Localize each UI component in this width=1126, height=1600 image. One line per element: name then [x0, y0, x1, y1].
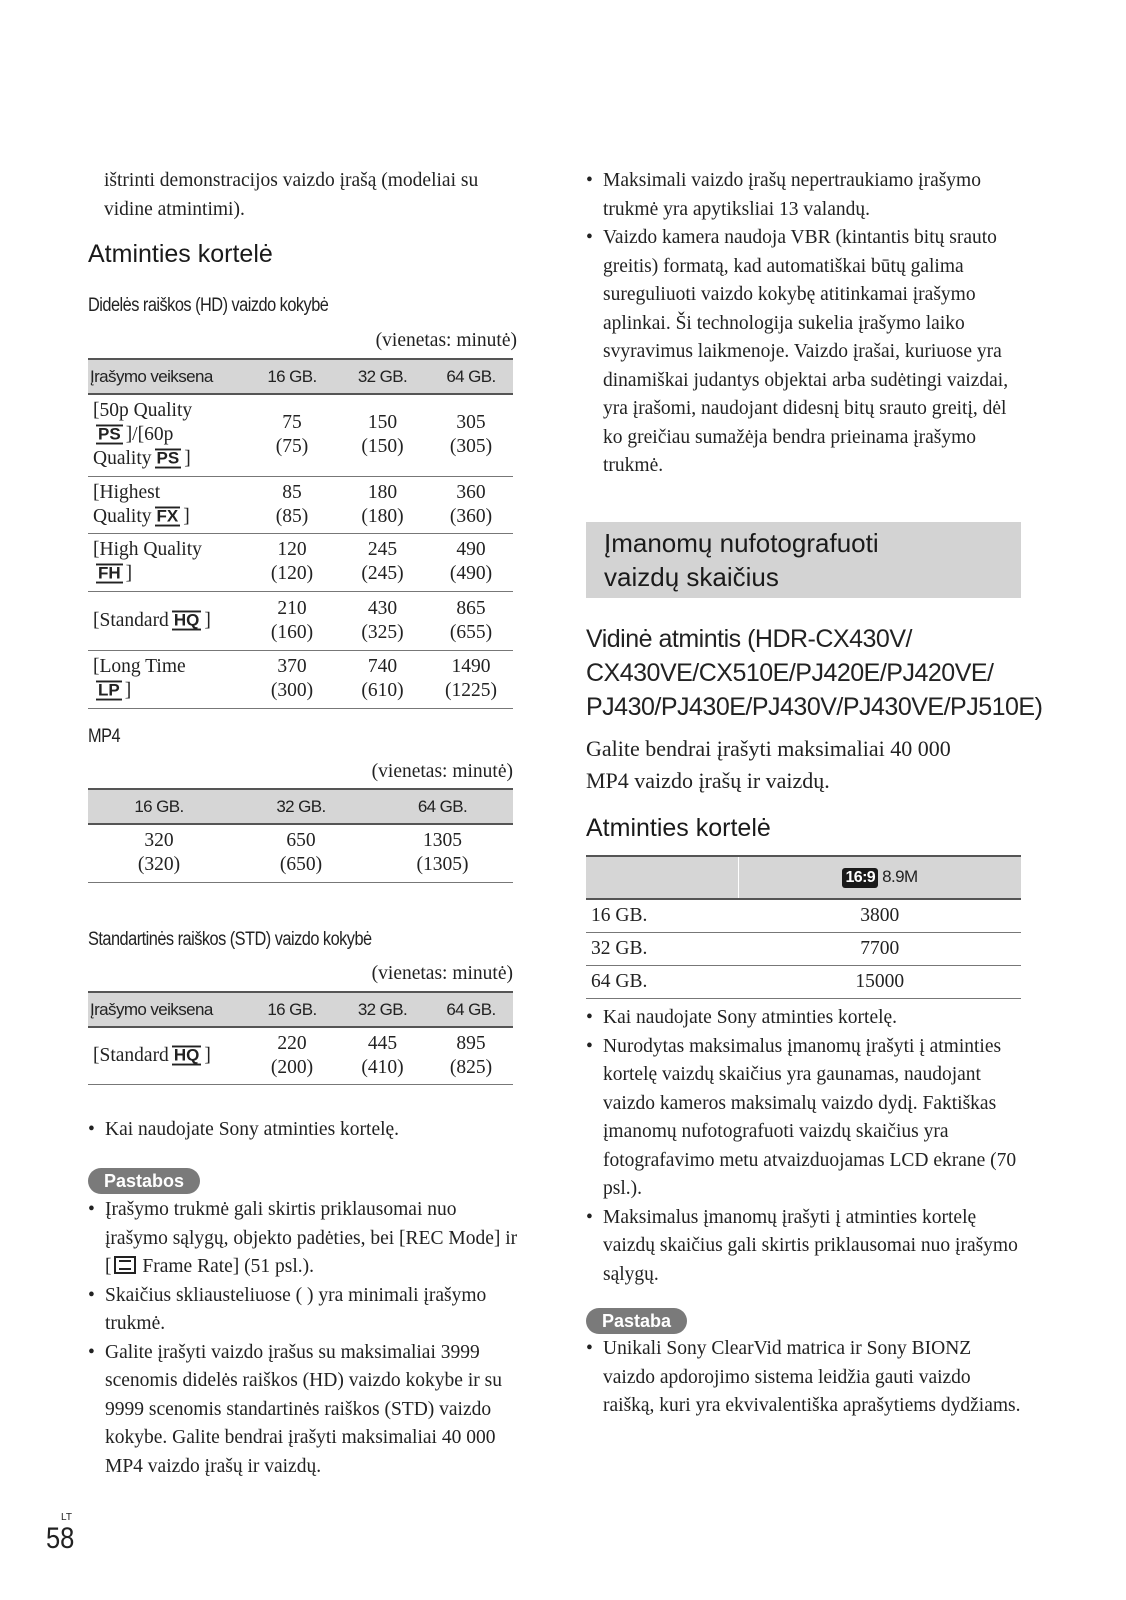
film-frame-icon: [114, 1256, 136, 1274]
value-min: (75): [275, 436, 309, 458]
internal-memory-title: [586, 622, 1043, 724]
value: 245: [367, 539, 398, 560]
value: 1490: [451, 656, 491, 677]
language-code: LT: [61, 1512, 72, 1523]
value-cell: [230, 824, 372, 882]
list-item: • Kai naudojate Sony atminties kortelę.: [88, 1116, 518, 1145]
value-cell: [429, 476, 513, 533]
note-text: Frame Rate] (51 psl.).: [142, 1256, 315, 1277]
notes-label: Pastabos: [88, 1168, 200, 1194]
value: 490: [456, 539, 486, 560]
note-list: [586, 1335, 1021, 1421]
table-row: [88, 650, 513, 708]
value-min: (200): [270, 1056, 314, 1078]
photo-count-table: [586, 855, 1021, 999]
mode-cell: [88, 394, 248, 476]
top-bullets: [586, 167, 1021, 481]
table-row: [88, 533, 513, 591]
capacity-cell: 64 GB.: [586, 965, 739, 998]
value: 220: [277, 1032, 307, 1054]
mode-text: [Standard: [93, 609, 169, 631]
mp4-table: [88, 788, 513, 883]
value-min: (180): [361, 505, 404, 527]
value-min: (1225): [445, 680, 497, 701]
value-min: (655): [449, 621, 493, 643]
header-64gb: 64 GB.: [372, 789, 513, 824]
lp-badge-icon: LP: [98, 681, 120, 700]
value-cell: [336, 591, 429, 650]
section-title-line: vaizdų skaičius: [604, 562, 779, 592]
value-min: (320): [137, 854, 181, 876]
list-item: • Nurodytas maksimalus įmanomų įrašyti į atminties kortelę vaizdų skaičius yra gaunamas, naudojant vaizdo kameros maksimalų vaizdo dydį. Faktiškas įmanomų nufotografuoti vaizdų skaičius yra fotografavimo metu atvaizduojamas LCD ekrane (70 psl.).: [586, 1033, 1021, 1204]
value-min: (150): [361, 436, 404, 458]
header-32gb: 32 GB.: [336, 359, 429, 394]
count-cell: 3800: [739, 899, 1022, 932]
list-item: • Unikali Sony ClearVid matrica ir Sony BIONZ vaizdo apdorojimo sistema leidžia gauti vaizdo raišką, kuri yra ekvivalentiška aprašytiems dydžiams.: [586, 1335, 1021, 1421]
table-row: [88, 591, 513, 650]
mode-cell: [88, 1027, 248, 1084]
value: 865: [456, 597, 486, 619]
mp4-table-header: [88, 789, 513, 824]
value-cell: [429, 1027, 513, 1084]
intro-line-1: ištrinti demonstracijos vaizdo įrašą (modeliai su: [104, 170, 479, 191]
value-cell: [429, 394, 513, 476]
ps-badge-icon: PS: [156, 449, 180, 468]
capacity-cell: 32 GB.: [586, 932, 739, 965]
header-32gb: 32 GB.: [336, 992, 429, 1027]
value-cell: [429, 591, 513, 650]
value-min: (610): [361, 680, 404, 701]
mode-cell: [88, 533, 248, 591]
mode-cell: [88, 476, 248, 533]
mp4-title: MP4: [88, 726, 121, 747]
aspect-16-9-icon: 16:9: [842, 868, 878, 888]
section-title-memory-card: Atminties kortelė: [88, 240, 273, 268]
value: 210: [277, 597, 307, 619]
std-table-header: [88, 992, 513, 1027]
header-mode: Įrašymo veiksena: [88, 359, 248, 394]
title-line: CX430VE/CX510E/PJ420E/PJ420VE/: [586, 659, 994, 687]
value: 320: [144, 830, 174, 852]
value: 1305: [423, 830, 462, 852]
std-quality-title: Standartinės raiškos (STD) vaizdo kokybė: [88, 929, 372, 950]
value-min: (245): [361, 563, 404, 584]
mode-text: Quality: [93, 448, 152, 470]
count-cell: 15000: [739, 965, 1022, 998]
mode-text: [Long Time: [93, 656, 186, 677]
mode-text: [Standard: [93, 1044, 169, 1066]
header-empty: [586, 856, 739, 899]
list-item: • Galite įrašyti vaizdo įrašus su maksimaliai 3999 scenomis didelės raiškos (HD) vaizdo kokybe ir su 9999 scenomis standartinės raiškos (STD) vaizdo kokybe. Galite bendrai įrašyti maksimaliai 40 000 MP4 vaizdo įrašų ir vaizdų.: [88, 1339, 518, 1482]
intro-text: [104, 167, 534, 224]
note-label: Pastaba: [586, 1308, 687, 1334]
internal-memory-text: [586, 733, 1026, 797]
hq-badge-icon: HQ: [173, 610, 200, 630]
fh-badge-icon: FH: [98, 564, 121, 583]
notes-list: [88, 1196, 518, 1481]
value-min: (825): [449, 1056, 493, 1078]
mode-cell: [88, 650, 248, 708]
fx-badge-icon: FX: [156, 506, 179, 526]
mode-text: [50p Quality: [93, 400, 193, 422]
table-row: [88, 1027, 513, 1084]
title-line: PJ430/PJ430E/PJ430V/PJ430VE/PJ510E): [586, 693, 1043, 721]
value: 180: [367, 481, 398, 503]
table-row: [586, 899, 1021, 932]
mode-text: ]: [184, 448, 191, 470]
value-cell: [336, 533, 429, 591]
sony-card-bullet: [88, 1116, 518, 1145]
value-cell: [248, 394, 336, 476]
value-min: (305): [449, 436, 493, 458]
count-cell: 7700: [739, 932, 1022, 965]
value: 370: [277, 656, 307, 677]
value-cell: [336, 476, 429, 533]
list-item: • Vaizdo kamera naudoja VBR (kintantis bitų srauto greitis) formatą, kad automatiškai būtų galima sureguliuoti vaizdo kokybę atitinkamai įrašymo aplinkai. Ši technologija sukelia įrašymo laiko svyravimus laikmenoje. Vaizdo įrašai, kuriuose yra dinamiškai judantys objektai arba sudėtingi vaizdai, yra įrašomi, naudojant didesnį bitų srauto greitį, dėl ko greičiau sumažėja bendra prieinama įrašymo trukmė.: [586, 224, 1021, 481]
table-row: [586, 965, 1021, 998]
value-cell: [429, 650, 513, 708]
page-number: 58: [46, 1522, 75, 1555]
section-title-box: [586, 522, 1021, 598]
value: 740: [367, 656, 398, 677]
hd-unit-label: (vienetas: minutė): [375, 330, 517, 351]
header-mode: Įrašymo veiksena: [88, 992, 248, 1027]
intro-line-2: vidine atmintimi).: [104, 198, 245, 220]
value: 430: [367, 597, 398, 619]
mode-text: ]: [204, 1044, 211, 1066]
value-min: (300): [270, 680, 314, 701]
hd-table: [88, 358, 513, 709]
table-row: [88, 476, 513, 533]
mid-bullets: [586, 1004, 1021, 1289]
capacity-cell: 16 GB.: [586, 899, 739, 932]
mode-text: [Highest: [93, 481, 161, 503]
hd-quality-title: Didelės raiškos (HD) vaizdo kokybė: [88, 295, 329, 316]
value-cell: [336, 394, 429, 476]
table-row: [586, 932, 1021, 965]
text-line: MP4 vaizdo įrašų ir vaizdų.: [586, 768, 830, 793]
mode-text: ]: [204, 609, 211, 631]
hq-badge-icon: HQ: [173, 1046, 200, 1065]
mode-text: Quality: [93, 505, 152, 527]
mode-text: [High Quality: [93, 539, 202, 560]
mode-text: ]: [124, 680, 132, 701]
table-row: [88, 394, 513, 476]
header-64gb: 64 GB.: [429, 359, 513, 394]
value-min: (410): [361, 1056, 404, 1078]
std-unit-label: (vienetas: minutė): [371, 963, 513, 984]
value-cell: [372, 824, 513, 882]
ps-badge-icon: PS: [98, 425, 121, 444]
value-cell: [248, 476, 336, 533]
photo-table-header: [586, 856, 1021, 899]
value: 120: [277, 539, 307, 560]
section-title-line: Įmanomų nufotografuoti: [604, 528, 879, 558]
mode-text: ]/[60p: [125, 424, 174, 446]
text-line: Galite bendrai įrašyti maksimaliai 40 000: [586, 736, 951, 761]
list-item: • Skaičius skliausteliuose ( ) yra minimali įrašymo trukmė.: [88, 1282, 518, 1339]
title-line: Vidinė atmintis (HDR-CX430V/: [586, 625, 912, 653]
header-16gb: 16 GB.: [248, 992, 336, 1027]
mp4-unit-label: (vienetas: minutė): [371, 761, 513, 782]
header-size: [739, 856, 1022, 899]
table-row: [88, 824, 513, 882]
value: 75: [282, 412, 302, 434]
mode-text: ]: [125, 563, 133, 584]
value-min: (160): [270, 621, 314, 643]
value-cell: [248, 650, 336, 708]
note-text: Įrašymo trukmė gali skirtis priklausomai nuo įrašymo sąlygų, objekto padėties, bei [REC Mode] ir [: [105, 1199, 518, 1277]
value-cell: [429, 533, 513, 591]
value: 895: [456, 1032, 486, 1054]
std-table: [88, 991, 513, 1085]
mode-cell: [88, 591, 248, 650]
value-min: (85): [275, 505, 309, 527]
value-min: (325): [361, 621, 404, 643]
value-min: (1305): [416, 854, 469, 876]
value: 85: [282, 481, 302, 503]
image-size: 8.9M: [882, 867, 918, 886]
value-cell: [248, 1027, 336, 1084]
value-cell: [248, 533, 336, 591]
header-64gb: 64 GB.: [429, 992, 513, 1027]
list-item: • Maksimalus įmanomų įrašyti į atminties kortelę vaizdų skaičius gali skirtis priklausomai nuo įrašymo sąlygų.: [586, 1204, 1021, 1290]
header-16gb: 16 GB.: [88, 789, 230, 824]
value-cell: [336, 1027, 429, 1084]
value: 150: [367, 412, 398, 434]
value-cell: [336, 650, 429, 708]
value-min: (360): [449, 505, 493, 527]
list-item: • Maksimali vaizdo įrašų nepertraukiamo įrašymo trukmė yra apytiksliai 13 valandų.: [586, 167, 1021, 224]
value-min: (650): [279, 854, 323, 876]
value-cell: [88, 824, 230, 882]
header-16gb: 16 GB.: [248, 359, 336, 394]
value: 360: [456, 481, 486, 503]
value-min: (120): [270, 563, 314, 584]
list-item: [88, 1196, 518, 1282]
value: 650: [286, 830, 316, 852]
hd-table-header: [88, 359, 513, 394]
list-item: • Kai naudojate Sony atminties kortelę.: [586, 1004, 1021, 1033]
value-cell: [248, 591, 336, 650]
value: 445: [367, 1032, 398, 1054]
card-title: Atminties kortelė: [586, 814, 771, 842]
value-min: (490): [449, 563, 493, 584]
mode-text: ]: [183, 505, 190, 527]
header-32gb: 32 GB.: [230, 789, 372, 824]
value: 305: [456, 412, 486, 434]
